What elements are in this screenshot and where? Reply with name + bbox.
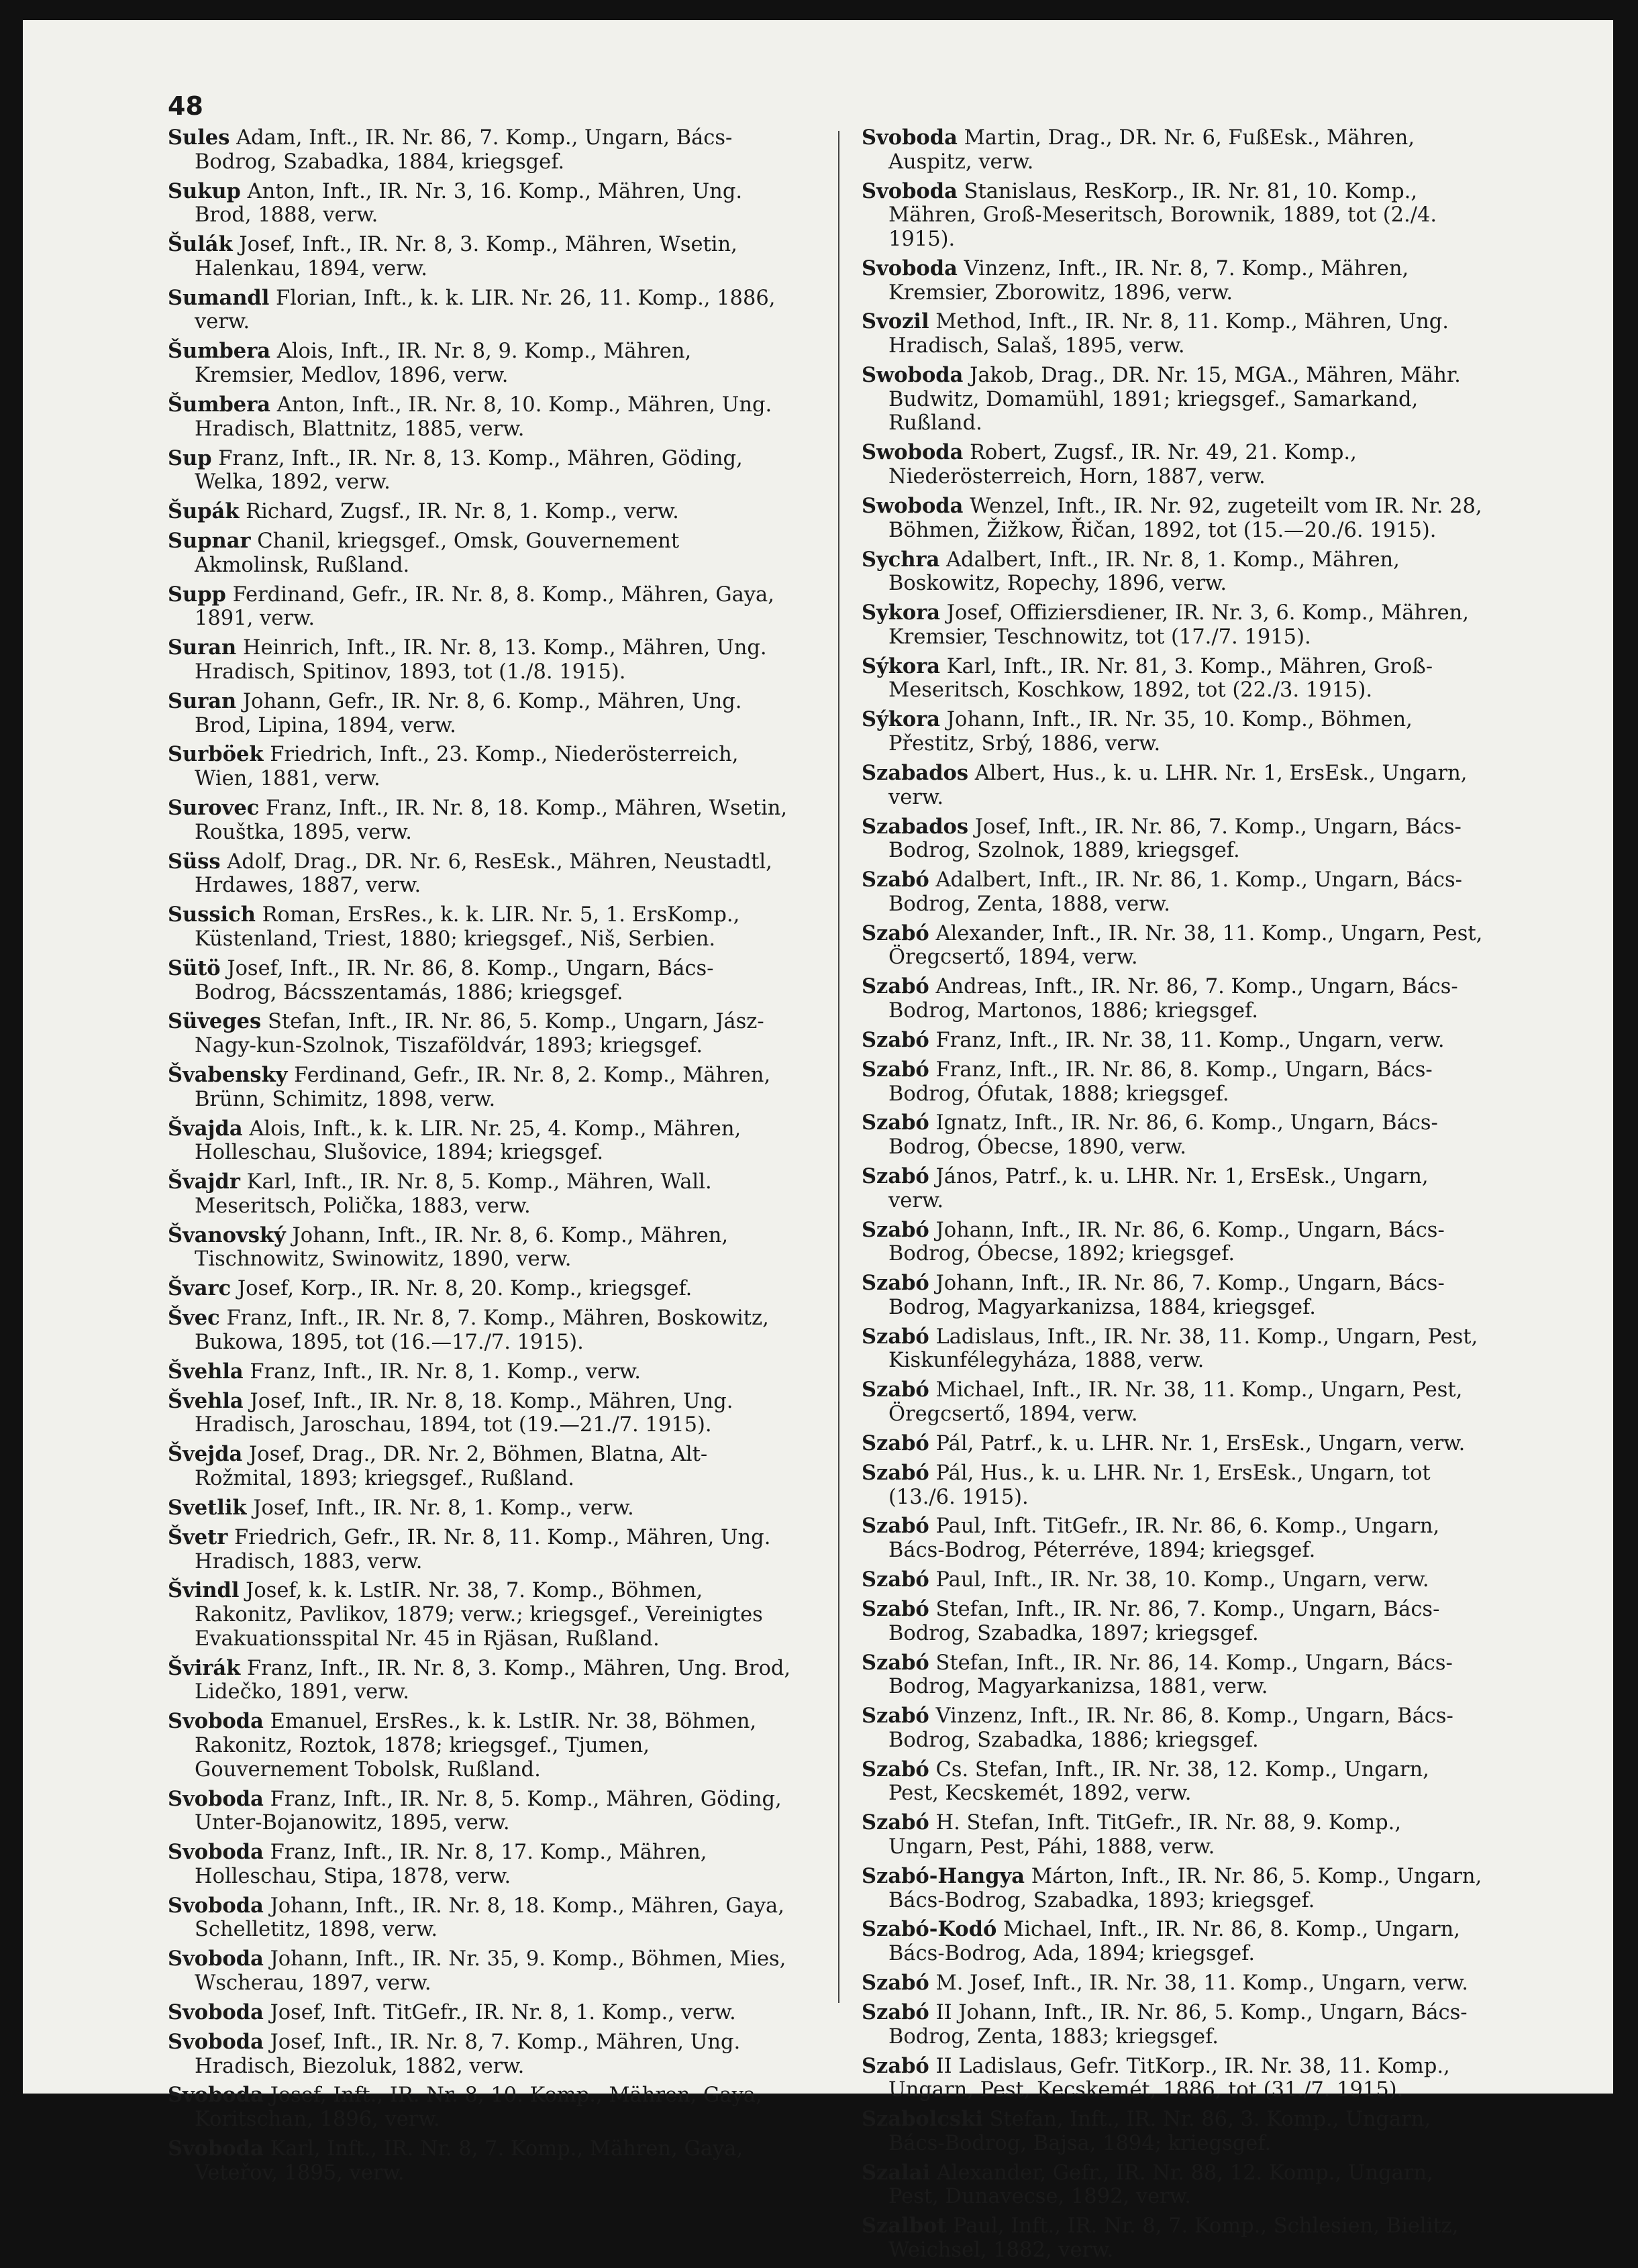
register-entry bbox=[168, 583, 792, 631]
register-entry bbox=[168, 2030, 792, 2078]
register-entry bbox=[168, 1841, 792, 1888]
register-entry bbox=[862, 922, 1486, 970]
register-entry bbox=[168, 1526, 792, 1574]
register-entry bbox=[862, 1029, 1486, 1053]
entry-details: Michael, Inft., IR. Nr. 86, 8. Komp., Ungarn, Bács-Bodrog, Ada, 1894; kriegsgef. bbox=[888, 1918, 1460, 1966]
entry-details: Josef, Inft., IR. Nr. 8, 18. Komp., Mähren, Ung. Hradisch, Jaroschau, 1894, tot (19.—21./7. 1915). bbox=[195, 1389, 733, 1437]
register-entry bbox=[862, 126, 1486, 174]
entry-surname: Svozil bbox=[862, 309, 929, 334]
register-entry bbox=[168, 2083, 792, 2131]
entry-surname: Szabó bbox=[862, 1164, 929, 1188]
entry-surname: Suran bbox=[168, 635, 237, 660]
entry-details: Johann, Inft., IR. Nr. 86, 6. Komp., Ungarn, Bács-Bodrog, Óbecse, 1892; kriegsgef. bbox=[888, 1218, 1445, 1266]
register-entry bbox=[862, 1704, 1486, 1752]
entry-details: Albert, Hus., k. u. LHR. Nr. 1, ErsEsk., Ungarn, verw. bbox=[888, 761, 1468, 809]
document-page bbox=[23, 20, 1613, 2263]
entry-surname: Szabó bbox=[862, 1271, 929, 1296]
register-entry bbox=[168, 1579, 792, 1651]
entry-details: Paul, Inft., IR. Nr. 38, 10. Komp., Ungarn, verw. bbox=[935, 1568, 1429, 1592]
entry-surname: Szabó bbox=[862, 2053, 929, 2078]
entry-details: Paul, Inft. TitGefr., IR. Nr. 86, 6. Komp., Ungarn, Bács-Bodrog, Péterréve, 1894; kriegsgef. bbox=[888, 1514, 1440, 1563]
register-entry bbox=[862, 1432, 1486, 1456]
entry-details: H. Stefan, Inft. TitGefr., IR. Nr. 88, 9. Komp., Ungarn, Pest, Páhi, 1888, verw. bbox=[888, 1811, 1402, 1859]
entry-surname: Szabó bbox=[862, 1514, 929, 1539]
register-entry bbox=[862, 655, 1486, 703]
entry-surname: Szabó bbox=[862, 1810, 929, 1835]
entry-surname: Szabó bbox=[862, 1431, 929, 1455]
entry-details: Franz, Inft., IR. Nr. 8, 18. Komp., Mähren, Wsetin, Rouštka, 1895, verw. bbox=[195, 796, 788, 844]
entry-details: Method, Inft., IR. Nr. 8, 11. Komp., Mähren, Ung. Hradisch, Salaš, 1895, verw. bbox=[888, 310, 1449, 358]
entry-surname: Szabó bbox=[862, 1650, 929, 1675]
entry-surname: Švec bbox=[168, 1306, 220, 1331]
entry-details: Martin, Drag., DR. Nr. 6, FußEsk., Mähren, Auspitz, verw. bbox=[888, 126, 1415, 174]
entry-details: Alexander, Gefr., IR. Nr. 88, 12. Komp., Ungarn, Pest, Dunavecse, 1892, verw. bbox=[888, 2161, 1433, 2209]
entry-surname: Supp bbox=[168, 582, 226, 607]
entry-details: Franz, Inft., IR. Nr. 8, 1. Komp., verw. bbox=[250, 1359, 641, 1384]
register-entry bbox=[862, 1111, 1486, 1159]
entry-details: Ignatz, Inft., IR. Nr. 86, 6. Komp., Ungarn, Bács-Bodrog, Óbecse, 1890, verw. bbox=[888, 1111, 1438, 1159]
entry-surname: Svoboda bbox=[168, 2083, 264, 2108]
entry-surname: Švarc bbox=[168, 1276, 232, 1301]
entry-surname: Szabó bbox=[862, 1757, 929, 1782]
entry-details: Roman, ErsRes., k. k. LIR. Nr. 5, 1. ErsKomp., Küstenland, Triest, 1880; kriegsgef., Niš, Serbien. bbox=[195, 903, 740, 951]
entry-surname: Svoboda bbox=[168, 1786, 264, 1811]
entry-surname: Sychra bbox=[862, 547, 940, 572]
register-entry bbox=[862, 1378, 1486, 1426]
entry-details: Pál, Patrf., k. u. LHR. Nr. 1, ErsEsk., Ungarn, verw. bbox=[935, 1431, 1466, 1455]
register-entry bbox=[168, 957, 792, 1004]
register-entry bbox=[862, 441, 1486, 488]
entry-details: Anton, Inft., IR. Nr. 8, 10. Komp., Mähren, Ung. Hradisch, Blattnitz, 1885, verw. bbox=[195, 393, 772, 441]
entry-details: Johann, Inft., IR. Nr. 86, 7. Komp., Ungarn, Bács-Bodrog, Magyarkanizsa, 1884, kriegsgef. bbox=[888, 1272, 1445, 1319]
register-entry bbox=[862, 1971, 1486, 1996]
register-entry bbox=[862, 1058, 1486, 1106]
entry-surname: Svoboda bbox=[862, 178, 958, 203]
entry-surname: Sýkora bbox=[862, 707, 941, 732]
entry-surname: Svoboda bbox=[862, 125, 958, 150]
register-entry bbox=[168, 1277, 792, 1301]
register-entry bbox=[168, 1306, 792, 1354]
register-entry bbox=[862, 548, 1486, 596]
register-entry bbox=[168, 1657, 792, 1704]
register-entry bbox=[168, 1010, 792, 1058]
register-entry bbox=[168, 1170, 792, 1218]
entry-details: Stefan, Inft., IR. Nr. 86, 5. Komp., Ungarn, Jász-Nagy-kun-Szolnok, Tiszaföldvár, 1893; kriegsgef. bbox=[195, 1010, 764, 1058]
entry-details: Ladislaus, Inft., IR. Nr. 38, 11. Komp., Ungarn, Pest, Kiskunfélegyháza, 1888, verw. bbox=[888, 1325, 1478, 1373]
entry-surname: Sup bbox=[168, 446, 212, 470]
entry-surname: Szabolcski bbox=[862, 2107, 983, 2132]
entry-details: Márton, Inft., IR. Nr. 86, 5. Komp., Ungarn, Bács-Bodrog, Szabadka, 1893; kriegsgef. bbox=[888, 1864, 1482, 1912]
entry-details: Florian, Inft., k. k. LIR. Nr. 26, 11. Komp., 1886, verw. bbox=[195, 286, 776, 334]
register-entry bbox=[168, 1788, 792, 1835]
entry-surname: Szabó bbox=[862, 1111, 929, 1135]
entry-details: Josef, Inft., IR. Nr. 8, 10. Komp., Mähren, Gaya, Koritschan, 1896, verw. bbox=[195, 2083, 762, 2132]
entry-details: Karl, Inft., IR. Nr. 8, 7. Komp., Mähren, Gaya, Veteřov, 1895, verw. bbox=[195, 2137, 744, 2185]
entry-surname: Szabados bbox=[862, 814, 969, 839]
entry-surname: Švehla bbox=[168, 1388, 244, 1413]
entry-surname: Svoboda bbox=[168, 1840, 264, 1865]
entry-surname: Sussich bbox=[168, 903, 256, 927]
entry-surname: Szabó bbox=[862, 1704, 929, 1729]
entry-details: Michael, Inft., IR. Nr. 38, 11. Komp., Ungarn, Pest, Öregcsertő, 1894, verw. bbox=[888, 1378, 1463, 1427]
entry-surname: Sýkora bbox=[862, 654, 941, 678]
entry-details: Alois, Inft., k. k. LIR. Nr. 25, 4. Komp., Mähren, Holleschau, Slušovice, 1894; kriegsgef. bbox=[195, 1117, 741, 1165]
entry-details: Emanuel, ErsRes., k. k. LstIR. Nr. 38, Böhmen, Rakonitz, Roztok, 1878; kriegsgef., Tjumen, Gouvernement Tobolsk, Rußland. bbox=[195, 1710, 757, 1782]
register-entry bbox=[168, 2001, 792, 2025]
register-entry bbox=[862, 1461, 1486, 1509]
entry-details: Josef, Inft. TitGefr., IR. Nr. 8, 1. Komp., verw. bbox=[270, 2000, 736, 2024]
register-entry bbox=[168, 1443, 792, 1490]
entry-surname: Szabó bbox=[862, 974, 929, 999]
entry-details: Karl, Inft., IR. Nr. 8, 5. Komp., Mähren, Wall. Meseritsch, Polička, 1883, verw. bbox=[195, 1170, 712, 1218]
entry-surname: Šumbera bbox=[168, 339, 271, 364]
register-entry bbox=[862, 1598, 1486, 1645]
entry-surname: Švetr bbox=[168, 1525, 228, 1549]
register-entry bbox=[168, 340, 792, 387]
entry-surname: Szabados bbox=[862, 760, 969, 785]
entry-surname: Swoboda bbox=[862, 493, 964, 518]
register-entry bbox=[862, 495, 1486, 542]
register-entry bbox=[862, 2108, 1486, 2155]
register-entry bbox=[862, 601, 1486, 649]
entry-surname: Svoboda bbox=[862, 256, 958, 280]
register-entry bbox=[862, 762, 1486, 809]
register-entry bbox=[168, 636, 792, 684]
register-entry bbox=[862, 1219, 1486, 1266]
register-entry bbox=[168, 1947, 792, 1995]
register-entry bbox=[862, 1918, 1486, 1965]
entry-surname: Šulák bbox=[168, 232, 233, 257]
register-entry bbox=[168, 1496, 792, 1520]
register-entry bbox=[168, 1064, 792, 1111]
entry-details: Josef, Inft., IR. Nr. 86, 8. Komp., Ungarn, Bács-Bodrog, Bácsszentamás, 1886; kriegsgef. bbox=[195, 956, 714, 1004]
entry-details: Chanil, kriegsgef., Omsk, Gouvernement Akmolinsk, Rußland. bbox=[195, 529, 680, 577]
entry-surname: Szabó bbox=[862, 1324, 929, 1349]
left-column bbox=[168, 126, 792, 2191]
entry-surname: Šumbera bbox=[168, 392, 271, 417]
entry-surname: Svoboda bbox=[168, 1947, 264, 1971]
entry-surname: Svetlik bbox=[168, 1495, 247, 1520]
entry-surname: Szabó bbox=[862, 1057, 929, 1082]
entry-surname: Szabó bbox=[862, 868, 929, 892]
entry-surname: Švanovský bbox=[168, 1223, 286, 1247]
register-entry bbox=[862, 2055, 1486, 2102]
register-entry bbox=[168, 1390, 792, 1437]
right-column bbox=[862, 126, 1486, 2268]
register-entry bbox=[168, 743, 792, 790]
register-entry bbox=[862, 257, 1486, 305]
register-entry bbox=[862, 1865, 1486, 1912]
entry-surname: Sumandl bbox=[168, 285, 270, 310]
entry-details: Stanislaus, ResKorp., IR. Nr. 81, 10. Komp., Mähren, Groß-Meseritsch, Borownik, 1889, tot (2./4. 1915). bbox=[888, 179, 1437, 251]
entry-surname: Švajda bbox=[168, 1116, 243, 1141]
entry-surname: Szalbot bbox=[862, 2214, 947, 2238]
register-entry bbox=[168, 2137, 792, 2185]
entry-details: Heinrich, Inft., IR. Nr. 8, 13. Komp., Mähren, Ung. Hradisch, Spitinov, 1893, tot (1./8. 1915). bbox=[195, 636, 767, 684]
entry-details: Adolf, Drag., DR. Nr. 6, ResEsk., Mähren, Neustadtl, Hrdawes, 1887, verw. bbox=[195, 849, 772, 898]
entry-details: Cs. Stefan, Inft., IR. Nr. 38, 12. Komp., Ungarn, Pest, Kecskemét, 1892, verw. bbox=[888, 1757, 1429, 1806]
register-entry bbox=[862, 1568, 1486, 1592]
entry-surname: Švirák bbox=[168, 1655, 241, 1680]
entry-details: Stefan, Inft., IR. Nr. 86, 3. Komp., Ungarn, Bács-Bodrog, Bajsa, 1894; kriegsgef. bbox=[888, 2108, 1431, 2155]
entry-details: Richard, Zugsf., IR. Nr. 8, 1. Komp., verw. bbox=[246, 500, 679, 524]
register-entry bbox=[168, 447, 792, 495]
register-entry bbox=[862, 1758, 1486, 1806]
register-entry bbox=[862, 708, 1486, 756]
register-entry bbox=[862, 815, 1486, 863]
register-entry bbox=[168, 903, 792, 951]
entry-details: Alois, Inft., IR. Nr. 8, 9. Komp., Mähren, Kremsier, Medlov, 1896, verw. bbox=[195, 340, 692, 388]
entry-surname: Szabó bbox=[862, 1596, 929, 1621]
register-entry bbox=[862, 1651, 1486, 1699]
register-entry bbox=[862, 1811, 1486, 1859]
entry-details: Alexander, Inft., IR. Nr. 38, 11. Komp., Ungarn, Pest, Öregcsertő, 1894, verw. bbox=[888, 921, 1483, 970]
entry-surname: Szabó bbox=[862, 1460, 929, 1485]
entry-surname: Surovec bbox=[168, 796, 260, 821]
entry-details: Josef, Inft., IR. Nr. 8, 1. Komp., verw. bbox=[253, 1496, 634, 1520]
entry-surname: Szabó bbox=[862, 2000, 929, 2024]
register-entry bbox=[862, 180, 1486, 252]
entry-surname: Svoboda bbox=[168, 1893, 264, 1918]
entry-surname: Suran bbox=[168, 688, 237, 713]
entry-details: II Johann, Inft., IR. Nr. 86, 5. Komp., Ungarn, Bács-Bodrog, Zenta, 1883; kriegsgef. bbox=[888, 2000, 1468, 2049]
register-entry bbox=[168, 126, 792, 174]
entry-details: Johann, Inft., IR. Nr. 8, 6. Komp., Mähren, Tischnowitz, Swinowitz, 1890, verw. bbox=[195, 1223, 729, 1272]
entry-surname: Swoboda bbox=[862, 363, 964, 388]
register-entry bbox=[862, 1165, 1486, 1213]
entry-details: Stefan, Inft., IR. Nr. 86, 14. Komp., Ungarn, Bács-Bodrog, Magyarkanizsa, 1881, verw. bbox=[888, 1651, 1453, 1699]
register-entry bbox=[862, 1514, 1486, 1562]
entry-surname: Švehla bbox=[168, 1359, 244, 1384]
entry-details: Friedrich, Inft., 23. Komp., Niederösterreich, Wien, 1881, verw. bbox=[195, 743, 739, 791]
entry-surname: Szabó bbox=[862, 1971, 929, 1996]
register-entry bbox=[168, 796, 792, 844]
entry-details: Karl, Inft., IR. Nr. 81, 3. Komp., Mähren, Groß-Meseritsch, Koschkow, 1892, tot (22./3. 1915). bbox=[888, 654, 1433, 703]
entry-details: Franz, Inft., IR. Nr. 8, 13. Komp., Mähren, Göding, Welka, 1892, verw. bbox=[195, 446, 743, 495]
entry-surname: Sütö bbox=[168, 956, 221, 980]
entry-surname: Sukup bbox=[168, 178, 241, 203]
entry-surname: Svoboda bbox=[168, 1709, 264, 1734]
entry-surname: Szabó-Kodó bbox=[862, 1917, 997, 1942]
entry-surname: Szabó bbox=[862, 921, 929, 945]
register-entry bbox=[168, 690, 792, 737]
register-entry bbox=[168, 1117, 792, 1165]
entry-details: Josef, Korp., IR. Nr. 8, 20. Komp., kriegsgef. bbox=[237, 1277, 693, 1301]
register-entry bbox=[168, 1360, 792, 1384]
register-entry bbox=[168, 180, 792, 227]
entry-details: Johann, Inft., IR. Nr. 8, 18. Komp., Mähren, Gaya, Schelletitz, 1898, verw. bbox=[195, 1894, 784, 1942]
register-entry bbox=[862, 2001, 1486, 2049]
entry-surname: Szabó bbox=[862, 1567, 929, 1592]
entry-details: Ferdinand, Gefr., IR. Nr. 8, 8. Komp., Mähren, Gaya, 1891, verw. bbox=[195, 582, 774, 631]
entry-details: Pál, Hus., k. u. LHR. Nr. 1, ErsEsk., Ungarn, tot (13./6. 1915). bbox=[888, 1461, 1431, 1509]
entry-details: Johann, Gefr., IR. Nr. 8, 6. Komp., Mähren, Ung. Brod, Lipina, 1894, verw. bbox=[195, 689, 742, 737]
register-entry bbox=[168, 529, 792, 577]
register-entry bbox=[168, 233, 792, 280]
column-divider bbox=[838, 131, 839, 2003]
register-entry bbox=[168, 1224, 792, 1272]
entry-details: Franz, Inft., IR. Nr. 8, 17. Komp., Mähren, Holleschau, Stipa, 1878, verw. bbox=[195, 1841, 707, 1888]
entry-details: Josef, Inft., IR. Nr. 86, 7. Komp., Ungarn, Bács-Bodrog, Szolnok, 1889, kriegsgef. bbox=[888, 815, 1462, 863]
register-entry bbox=[862, 975, 1486, 1023]
entry-details: Franz, Inft., IR. Nr. 8, 7. Komp., Mähren, Boskowitz, Bukowa, 1895, tot (16.—17./7. 1915). bbox=[195, 1306, 769, 1354]
register-entry bbox=[862, 1272, 1486, 1319]
entry-surname: Szabó bbox=[862, 1217, 929, 1242]
entry-surname: Svoboda bbox=[168, 2029, 264, 2054]
entry-details: Franz, Inft., IR. Nr. 38, 11. Komp., Ungarn, verw. bbox=[935, 1028, 1445, 1052]
entry-details: Josef, Inft., IR. Nr. 8, 3. Komp., Mähren, Wsetin, Halenkau, 1894, verw. bbox=[195, 233, 737, 280]
entry-details: M. Josef, Inft., IR. Nr. 38, 11. Komp., Ungarn, verw. bbox=[935, 1971, 1468, 1996]
register-entry bbox=[862, 2161, 1486, 2209]
entry-details: Franz, Inft., IR. Nr. 8, 5. Komp., Mähren, Göding, Unter-Bojanowitz, 1895, verw. bbox=[195, 1787, 782, 1835]
entry-details: Robert, Zugsf., IR. Nr. 49, 21. Komp., Niederösterreich, Horn, 1887, verw. bbox=[888, 441, 1357, 489]
entry-surname: Surböek bbox=[168, 742, 264, 767]
register-entry bbox=[862, 310, 1486, 358]
entry-details: Paul, Inft., IR. Nr. 8, 7. Komp., Schlesien, Bielitz, Weichsel, 1882, verw. bbox=[888, 2214, 1459, 2263]
entry-surname: Šupák bbox=[168, 499, 240, 524]
entry-details: II Ladislaus, Gefr. TitKorp., IR. Nr. 38, 11. Komp., Ungarn, Pest, Kecskemét, 1886, tot (31./7. 1915). bbox=[888, 2054, 1450, 2102]
entry-details: Wenzel, Inft., IR. Nr. 92, zugeteilt vom IR. Nr. 28, Böhmen, Žižkow, Řičan, 1892, tot (15.—20./6. 1915). bbox=[888, 494, 1482, 542]
register-entry bbox=[862, 868, 1486, 916]
entry-surname: Swoboda bbox=[862, 440, 964, 465]
entry-details: Josef, Drag., DR. Nr. 2, Böhmen, Blatna, Alt-Rožmital, 1893; kriegsgef., Rußland. bbox=[195, 1443, 708, 1491]
entry-details: Adalbert, Inft., IR. Nr. 86, 1. Komp., Ungarn, Bács-Bodrog, Zenta, 1888, verw. bbox=[888, 868, 1462, 916]
entry-details: Vinzenz, Inft., IR. Nr. 86, 8. Komp., Ungarn, Bács-Bodrog, Szabadka, 1886; kriegsgef. bbox=[888, 1704, 1453, 1752]
register-entry bbox=[168, 287, 792, 334]
page-number: 48 bbox=[168, 91, 203, 121]
entry-details: Vinzenz, Inft., IR. Nr. 8, 7. Komp., Mähren, Kremsier, Zborowitz, 1896, verw. bbox=[888, 256, 1409, 305]
entry-surname: Szabó bbox=[862, 1027, 929, 1052]
entry-surname: Sules bbox=[168, 125, 230, 150]
register-entry bbox=[862, 1325, 1486, 1373]
entry-details: Friedrich, Gefr., IR. Nr. 8, 11. Komp., Mähren, Ung. Hradisch, 1883, verw. bbox=[195, 1525, 771, 1574]
entry-surname: Sykora bbox=[862, 601, 941, 625]
register-entry bbox=[168, 1710, 792, 1782]
entry-details: Josef, k. k. LstIR. Nr. 38, 7. Komp., Böhmen, Rakonitz, Pavlikov, 1879; verw.; kriegsgef., Vereinigtes Evakuationsspital Nr. 45 in Rjäsan, Rußland. bbox=[195, 1579, 763, 1651]
entry-details: Jakob, Drag., DR. Nr. 15, MGA., Mähren, Mähr. Budwitz, Domamühl, 1891; kriegsgef., Samarkand, Rußland. bbox=[888, 364, 1461, 435]
entry-details: János, Patrf., k. u. LHR. Nr. 1, ErsEsk., Ungarn, verw. bbox=[888, 1164, 1429, 1213]
register-entry bbox=[862, 364, 1486, 435]
entry-surname: Süveges bbox=[168, 1009, 262, 1034]
entry-surname: Svoboda bbox=[168, 2000, 264, 2024]
entry-surname: Szalai bbox=[862, 2160, 931, 2185]
entry-details: Ferdinand, Gefr., IR. Nr. 8, 2. Komp., Mähren, Brünn, Schimitz, 1898, verw. bbox=[195, 1063, 771, 1111]
register-entry bbox=[862, 2214, 1486, 2262]
register-entry bbox=[168, 850, 792, 898]
entry-details: Anton, Inft., IR. Nr. 3, 16. Komp., Mähren, Ung. Brod, 1888, verw. bbox=[195, 179, 743, 227]
entry-details: Franz, Inft., IR. Nr. 8, 3. Komp., Mähren, Ung. Brod, Lidečko, 1891, verw. bbox=[195, 1656, 791, 1704]
entry-details: Adalbert, Inft., IR. Nr. 8, 1. Komp., Mähren, Boskowitz, Ropechy, 1896, verw. bbox=[888, 548, 1400, 596]
entry-surname: Švindl bbox=[168, 1578, 240, 1603]
entry-details: Adam, Inft., IR. Nr. 86, 7. Komp., Ungarn, Bács-Bodrog, Szabadka, 1884, kriegsgef. bbox=[195, 126, 733, 174]
register-entry bbox=[168, 393, 792, 441]
register-entry bbox=[168, 1894, 792, 1942]
register-entry bbox=[168, 500, 792, 524]
entry-surname: Süss bbox=[168, 849, 221, 874]
entry-details: Josef, Offiziersdiener, IR. Nr. 3, 6. Komp., Mähren, Kremsier, Teschnowitz, tot (17./7. 1915). bbox=[888, 601, 1470, 649]
entry-surname: Szabó bbox=[862, 1378, 929, 1402]
entry-surname: Szabó-Hangya bbox=[862, 1863, 1025, 1888]
entry-surname: Švejda bbox=[168, 1442, 243, 1467]
entry-surname: Svoboda bbox=[168, 2136, 264, 2161]
entry-details: Andreas, Inft., IR. Nr. 86, 7. Komp., Ungarn, Bács-Bodrog, Martonos, 1886; kriegsgef. bbox=[888, 975, 1458, 1023]
entry-surname: Švajdr bbox=[168, 1170, 240, 1194]
entry-details: Franz, Inft., IR. Nr. 86, 8. Komp., Ungarn, Bács-Bodrog, Ófutak, 1888; kriegsgef. bbox=[888, 1058, 1433, 1106]
entry-details: Josef, Inft., IR. Nr. 8, 7. Komp., Mähren, Ung. Hradisch, Biezoluk, 1882, verw. bbox=[195, 2030, 741, 2078]
entry-details: Johann, Inft., IR. Nr. 35, 10. Komp., Böhmen, Přestitz, Srbý, 1886, verw. bbox=[888, 708, 1413, 756]
entry-surname: Supnar bbox=[168, 529, 251, 554]
entry-surname: Švabensky bbox=[168, 1062, 288, 1087]
entry-details: Johann, Inft., IR. Nr. 35, 9. Komp., Böhmen, Mies, Wscherau, 1897, verw. bbox=[195, 1947, 786, 1996]
entry-details: Stefan, Inft., IR. Nr. 86, 7. Komp., Ungarn, Bács-Bodrog, Szabadka, 1897; kriegsgef. bbox=[888, 1597, 1440, 1645]
